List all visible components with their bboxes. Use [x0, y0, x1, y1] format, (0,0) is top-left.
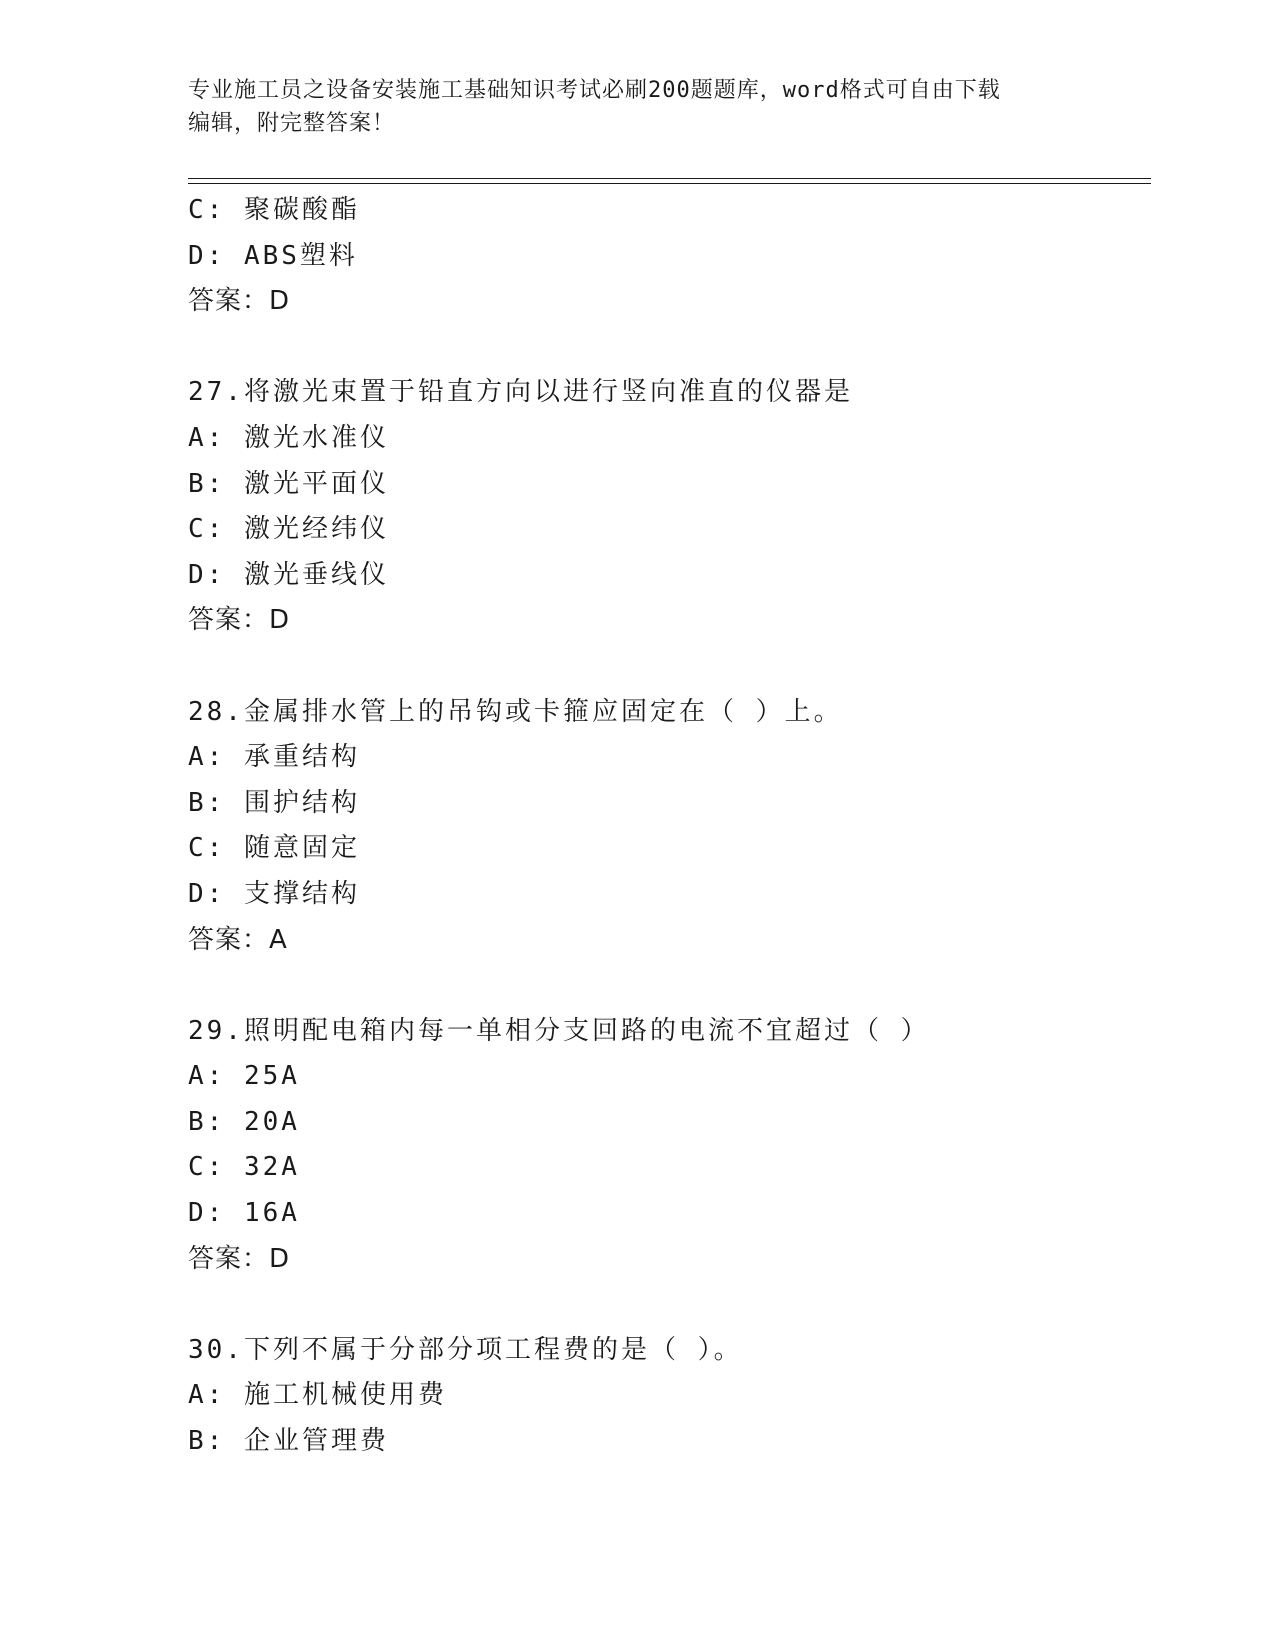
option-label: B:	[188, 787, 226, 818]
option-c	[188, 1145, 1151, 1191]
option-text: 企业管理费	[243, 1426, 389, 1457]
question-list	[188, 188, 1151, 1465]
option-text: 围护结构	[243, 787, 360, 818]
option-text: 支撑结构	[243, 878, 360, 909]
question-stem: 28.金属排水管上的吊钩或卡箍应固定在（ ）上。	[188, 696, 843, 727]
option-text: ABS塑料	[243, 240, 358, 271]
option-c	[188, 507, 1151, 553]
option-text: 施工机械使用费	[243, 1380, 447, 1411]
question-stem: 27.将激光束置于铅直方向以进行竖向准直的仪器是	[188, 377, 853, 408]
option-b	[188, 1419, 1151, 1465]
option-a	[188, 416, 1151, 462]
option-text: 承重结构	[243, 742, 360, 773]
option-a	[188, 1054, 1151, 1100]
option-d	[188, 553, 1151, 599]
option-a	[188, 1373, 1151, 1419]
option-text: 32A	[243, 1152, 300, 1183]
header-divider-top	[188, 178, 1151, 179]
option-label: B:	[188, 1426, 226, 1457]
spacer	[188, 644, 1151, 690]
option-b	[188, 462, 1151, 508]
option-label: A:	[188, 1380, 226, 1411]
option-d	[188, 234, 1151, 280]
question-28	[188, 690, 1151, 964]
option-label: D:	[188, 878, 226, 909]
question-30	[188, 1328, 1151, 1465]
option-label: C:	[188, 1152, 226, 1183]
option-label: C:	[188, 833, 226, 864]
question-stem: 30.下列不属于分部分项工程费的是（ ）。	[188, 1334, 743, 1365]
option-text: 25A	[243, 1061, 300, 1092]
question-27	[188, 370, 1151, 644]
option-label: A:	[188, 1061, 226, 1092]
option-label: C:	[188, 514, 226, 545]
option-label: D:	[188, 240, 226, 271]
option-label: B:	[188, 468, 226, 499]
header-line-1: 专业施工员之设备安装施工基础知识考试必刷200题题库，word格式可自由下载	[188, 78, 1001, 103]
answer-line: 答案：A	[188, 924, 288, 955]
answer-line: 答案：D	[188, 605, 291, 636]
spacer	[188, 325, 1151, 371]
question-26-fragment	[188, 188, 1151, 325]
option-text: 激光平面仪	[243, 468, 389, 499]
option-d	[188, 1191, 1151, 1237]
option-b	[188, 1100, 1151, 1146]
option-label: C:	[188, 195, 226, 225]
option-c	[188, 188, 1151, 234]
option-text: 激光垂线仪	[243, 559, 389, 590]
option-text: 随意固定	[243, 833, 360, 864]
answer-line: 答案：D	[188, 286, 291, 317]
option-text: 16A	[243, 1198, 300, 1229]
header-line-2: 编辑，附完整答案！	[188, 111, 396, 136]
option-label: B:	[188, 1106, 226, 1137]
spacer	[188, 1282, 1151, 1328]
option-a	[188, 735, 1151, 781]
answer-line: 答案：D	[188, 1243, 291, 1274]
option-label: D:	[188, 559, 226, 590]
question-29	[188, 1009, 1151, 1283]
question-stem: 29.照明配电箱内每一单相分支回路的电流不宜超过（ ）	[188, 1015, 930, 1046]
option-label: A:	[188, 742, 226, 773]
option-c	[188, 826, 1151, 872]
option-d	[188, 872, 1151, 918]
option-label: A:	[188, 422, 226, 453]
option-text: 20A	[243, 1106, 300, 1137]
option-text: 激光经纬仪	[243, 514, 389, 545]
option-text: 聚碳酸酯	[243, 195, 360, 225]
option-text: 激光水准仪	[243, 422, 389, 453]
header-divider-bottom	[188, 183, 1151, 184]
spacer	[188, 963, 1151, 1009]
option-b	[188, 781, 1151, 827]
document-header	[188, 74, 1088, 140]
option-label: D:	[188, 1198, 226, 1229]
